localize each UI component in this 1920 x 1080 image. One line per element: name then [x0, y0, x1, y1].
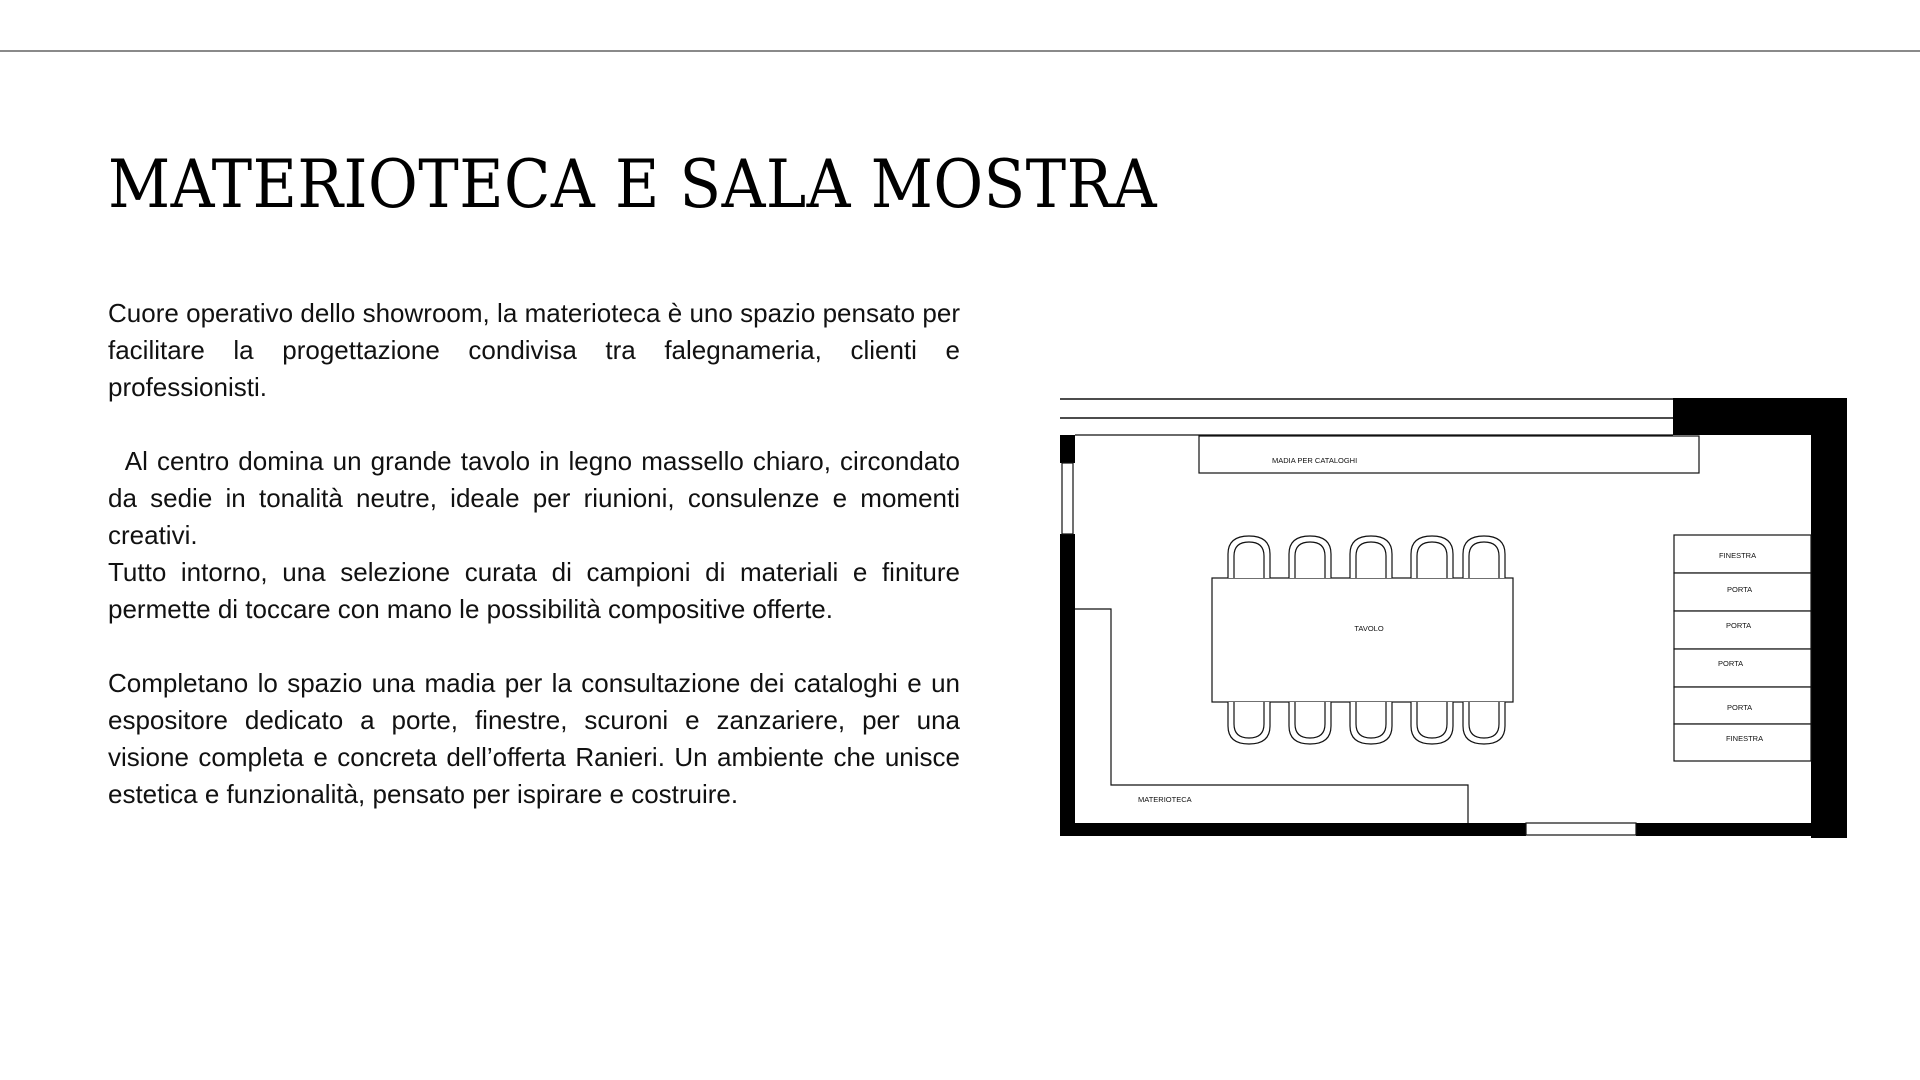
paragraph-samples: Tutto intorno, una selezione curata di campioni di materiali e finiture permette di toccare con mano le possibilità compositive offerte.	[108, 557, 960, 624]
espositore-label: FINESTRA	[1719, 551, 1757, 560]
top-divider	[0, 50, 1920, 52]
door-opening	[1526, 823, 1636, 835]
chair	[1289, 536, 1331, 578]
chairs-bottom	[1228, 702, 1505, 744]
espositore-slot	[1674, 649, 1811, 687]
espositore-label: FINESTRA	[1726, 734, 1764, 743]
wall	[1060, 534, 1075, 823]
chair	[1463, 536, 1505, 578]
wall	[1060, 435, 1075, 463]
chair	[1350, 702, 1392, 744]
paragraph-intro: Cuore operativo dello showroom, la materioteca è uno spazio pensato per facilitare la progettazione condivisa tra falegnameria, clienti e professionisti.	[108, 298, 960, 402]
materioteca-label: MATERIOTECA	[1138, 795, 1192, 804]
espositore-label: PORTA	[1726, 621, 1752, 630]
madia-label: MADIA PER CATALOGHI	[1272, 456, 1358, 465]
espositore	[1674, 535, 1811, 761]
espositore-label: PORTA	[1718, 659, 1744, 668]
chair	[1289, 702, 1331, 744]
espositore-slot	[1674, 611, 1811, 649]
chair	[1411, 702, 1453, 744]
wall	[1060, 823, 1526, 836]
madia-cabinet	[1199, 436, 1699, 473]
espositore-label: PORTA	[1727, 703, 1753, 712]
table	[1212, 578, 1513, 702]
chairs-top	[1228, 536, 1505, 578]
chair	[1463, 702, 1505, 744]
floor-plan	[1055, 390, 1855, 850]
chair	[1411, 536, 1453, 578]
espositore-label: PORTA	[1727, 585, 1753, 594]
chair	[1228, 536, 1270, 578]
wall	[1811, 398, 1847, 838]
chair	[1350, 536, 1392, 578]
window-opening	[1062, 463, 1073, 534]
wall	[1636, 823, 1811, 836]
paragraph-table: Al centro domina un grande tavolo in legno massello chiaro, circondato da sedie in tonalità neutre, ideale per riunioni, consulenze e momenti creativi.	[108, 446, 960, 550]
chair	[1228, 702, 1270, 744]
table-label: TAVOLO	[1354, 624, 1384, 633]
page-title: MATERIOTECA E SALA MOSTRA	[108, 146, 1158, 223]
paragraph-closing: Completano lo spazio una madia per la consultazione dei cataloghi e un espositore dedicato a porte, finestre, scuroni e zanzariere, per una visione completa e concreta dell’offerta Ranieri. Un ambiente che unisce estetica e funzionalità, pensato per ispirare e costruire.	[108, 668, 960, 809]
description-text	[108, 295, 960, 813]
